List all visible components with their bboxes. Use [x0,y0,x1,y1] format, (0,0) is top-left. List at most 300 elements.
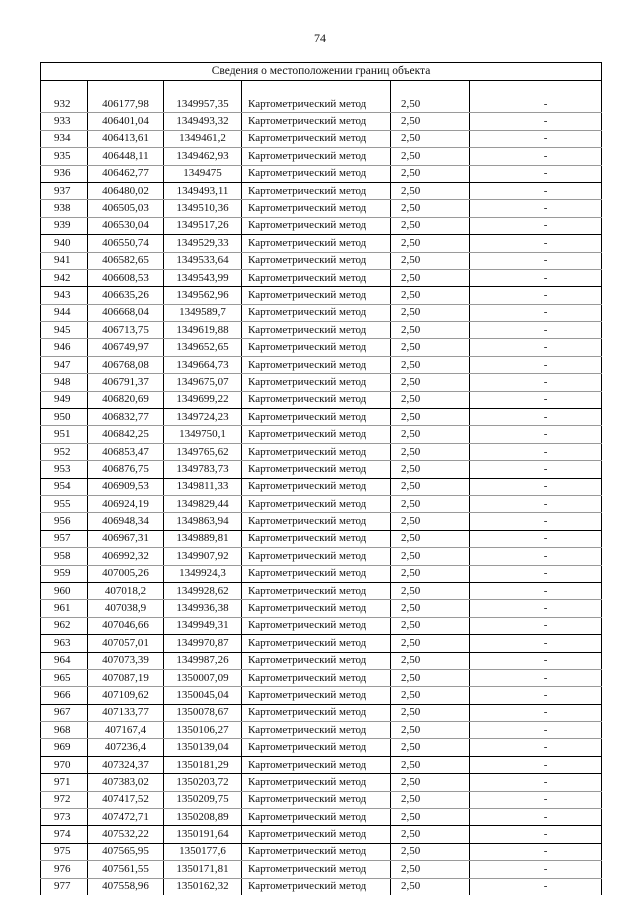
table-row [41,722,602,739]
x-coordinate: 407046,66 [88,617,164,634]
point-number: 958 [41,548,88,565]
method: Картометрический метод [242,304,391,321]
method: Картометрический метод [242,269,391,286]
point-number: 951 [41,426,88,443]
y-coordinate: 1349987,26 [164,652,242,669]
point-number: 949 [41,391,88,408]
y-coordinate: 1349543,99 [164,269,242,286]
point-number: 953 [41,461,88,478]
extra-value: - [470,774,602,791]
table-row [41,687,602,704]
y-coordinate: 1350078,67 [164,704,242,721]
y-coordinate: 1350045,04 [164,687,242,704]
table-row [41,182,602,199]
table-row [41,409,602,426]
x-coordinate: 407324,37 [88,756,164,773]
method: Картометрический метод [242,756,391,773]
extra-value: - [470,235,602,252]
method: Картометрический метод [242,426,391,443]
method: Картометрический метод [242,461,391,478]
x-coordinate: 406401,04 [88,113,164,130]
extra-value: - [470,652,602,669]
accuracy: 2,50 [391,113,470,130]
point-number: 944 [41,304,88,321]
method: Картометрический метод [242,182,391,199]
method: Картометрический метод [242,565,391,582]
accuracy: 2,50 [391,374,470,391]
point-number: 976 [41,861,88,878]
x-coordinate: 407532,22 [88,826,164,843]
table-row [41,148,602,165]
y-coordinate: 1350139,04 [164,739,242,756]
point-number: 941 [41,252,88,269]
x-coordinate: 406876,75 [88,461,164,478]
method: Картометрический метод [242,548,391,565]
table-row [41,600,602,617]
point-number: 961 [41,600,88,617]
point-number: 977 [41,878,88,895]
accuracy: 2,50 [391,687,470,704]
x-coordinate: 407038,9 [88,600,164,617]
point-number: 965 [41,669,88,686]
accuracy: 2,50 [391,200,470,217]
point-number: 954 [41,478,88,495]
accuracy: 2,50 [391,235,470,252]
x-coordinate: 406608,53 [88,269,164,286]
method: Картометрический метод [242,809,391,826]
accuracy: 2,50 [391,530,470,547]
extra-value: - [470,739,602,756]
method: Картометрический метод [242,200,391,217]
x-coordinate: 406413,61 [88,130,164,147]
extra-value: - [470,809,602,826]
accuracy: 2,50 [391,269,470,286]
point-number: 966 [41,687,88,704]
table-row [41,878,602,895]
extra-value: - [470,635,602,652]
method: Картометрический метод [242,739,391,756]
point-number: 948 [41,374,88,391]
extra-value: - [470,687,602,704]
point-number: 969 [41,739,88,756]
y-coordinate: 1350203,72 [164,774,242,791]
y-coordinate: 1349957,35 [164,96,242,113]
y-coordinate: 1350208,89 [164,809,242,826]
accuracy: 2,50 [391,96,470,113]
extra-value: - [470,426,602,443]
table-row [41,548,602,565]
extra-value: - [470,217,602,234]
table-row [41,669,602,686]
extra-value: - [470,791,602,808]
method: Картометрический метод [242,322,391,339]
y-coordinate: 1349936,38 [164,600,242,617]
point-number: 973 [41,809,88,826]
point-number: 934 [41,130,88,147]
method: Картометрический метод [242,391,391,408]
extra-value: - [470,600,602,617]
table-row [41,339,602,356]
accuracy: 2,50 [391,565,470,582]
point-number: 968 [41,722,88,739]
extra-value: - [470,391,602,408]
method: Картометрический метод [242,374,391,391]
accuracy: 2,50 [391,878,470,895]
method: Картометрический метод [242,252,391,269]
table-spacer-row [41,81,602,97]
point-number: 935 [41,148,88,165]
y-coordinate: 1349675,07 [164,374,242,391]
table-body [41,81,602,895]
x-coordinate: 406749,97 [88,339,164,356]
table-row [41,791,602,808]
accuracy: 2,50 [391,339,470,356]
x-coordinate: 407057,01 [88,635,164,652]
x-coordinate: 406853,47 [88,443,164,460]
extra-value: - [470,843,602,860]
table-row [41,826,602,843]
y-coordinate: 1349970,87 [164,635,242,652]
extra-value: - [470,182,602,199]
table-row [41,391,602,408]
x-coordinate: 407417,52 [88,791,164,808]
accuracy: 2,50 [391,843,470,860]
accuracy: 2,50 [391,252,470,269]
accuracy: 2,50 [391,617,470,634]
extra-value: - [470,252,602,269]
method: Картометрический метод [242,582,391,599]
point-number: 964 [41,652,88,669]
x-coordinate: 406448,11 [88,148,164,165]
extra-value: - [470,356,602,373]
table-row [41,304,602,321]
boundary-table-container [40,62,601,895]
x-coordinate: 406550,74 [88,235,164,252]
point-number: 933 [41,113,88,130]
point-number: 957 [41,530,88,547]
table-row [41,165,602,182]
accuracy: 2,50 [391,356,470,373]
extra-value: - [470,269,602,286]
y-coordinate: 1349907,92 [164,548,242,565]
table-row [41,443,602,460]
accuracy: 2,50 [391,652,470,669]
y-coordinate: 1349510,36 [164,200,242,217]
accuracy: 2,50 [391,669,470,686]
table-row [41,217,602,234]
method: Картометрический метод [242,635,391,652]
method: Картометрический метод [242,843,391,860]
x-coordinate: 406992,32 [88,548,164,565]
point-number: 975 [41,843,88,860]
y-coordinate: 1350181,29 [164,756,242,773]
x-coordinate: 406635,26 [88,287,164,304]
method: Картометрический метод [242,687,391,704]
table-row [41,565,602,582]
point-number: 955 [41,495,88,512]
method: Картометрический метод [242,774,391,791]
y-coordinate: 1350106,27 [164,722,242,739]
table-row [41,704,602,721]
accuracy: 2,50 [391,861,470,878]
x-coordinate: 407133,77 [88,704,164,721]
table-row [41,756,602,773]
accuracy: 2,50 [391,391,470,408]
method: Картометрический метод [242,339,391,356]
method: Картометрический метод [242,478,391,495]
extra-value: - [470,756,602,773]
extra-value: - [470,530,602,547]
table-row [41,269,602,286]
accuracy: 2,50 [391,478,470,495]
extra-value: - [470,513,602,530]
x-coordinate: 406948,34 [88,513,164,530]
method: Картометрический метод [242,826,391,843]
method: Картометрический метод [242,722,391,739]
point-number: 950 [41,409,88,426]
y-coordinate: 1349462,93 [164,148,242,165]
extra-value: - [470,322,602,339]
extra-value: - [470,582,602,599]
extra-value: - [470,704,602,721]
x-coordinate: 407018,2 [88,582,164,599]
point-number: 932 [41,96,88,113]
accuracy: 2,50 [391,809,470,826]
y-coordinate: 1350191,64 [164,826,242,843]
point-number: 956 [41,513,88,530]
method: Картометрический метод [242,704,391,721]
table-row [41,113,602,130]
y-coordinate: 1350177,6 [164,843,242,860]
method: Картометрический метод [242,669,391,686]
point-number: 940 [41,235,88,252]
x-coordinate: 407236,4 [88,739,164,756]
y-coordinate: 1349517,26 [164,217,242,234]
y-coordinate: 1349765,62 [164,443,242,460]
extra-value: - [470,548,602,565]
accuracy: 2,50 [391,182,470,199]
x-coordinate: 407073,39 [88,652,164,669]
y-coordinate: 1350171,81 [164,861,242,878]
method: Картометрический метод [242,113,391,130]
accuracy: 2,50 [391,426,470,443]
extra-value: - [470,148,602,165]
extra-value: - [470,200,602,217]
extra-value: - [470,878,602,895]
extra-value: - [470,722,602,739]
accuracy: 2,50 [391,774,470,791]
x-coordinate: 407383,02 [88,774,164,791]
extra-value: - [470,861,602,878]
x-coordinate: 406582,65 [88,252,164,269]
extra-value: - [470,339,602,356]
x-coordinate: 406967,31 [88,530,164,547]
method: Картометрический метод [242,130,391,147]
x-coordinate: 407167,4 [88,722,164,739]
table-title: Сведения о местоположении границ объекта [41,63,602,81]
accuracy: 2,50 [391,756,470,773]
x-coordinate: 406842,25 [88,426,164,443]
extra-value: - [470,409,602,426]
point-number: 959 [41,565,88,582]
table-row [41,235,602,252]
table-row [41,582,602,599]
extra-value: - [470,374,602,391]
extra-value: - [470,617,602,634]
method: Картометрический метод [242,96,391,113]
y-coordinate: 1349664,73 [164,356,242,373]
y-coordinate: 1349889,81 [164,530,242,547]
method: Картометрический метод [242,513,391,530]
accuracy: 2,50 [391,513,470,530]
accuracy: 2,50 [391,548,470,565]
point-number: 938 [41,200,88,217]
table-row [41,130,602,147]
table-row [41,513,602,530]
y-coordinate: 1349562,96 [164,287,242,304]
accuracy: 2,50 [391,148,470,165]
y-coordinate: 1349529,33 [164,235,242,252]
method: Картометрический метод [242,530,391,547]
x-coordinate: 406832,77 [88,409,164,426]
accuracy: 2,50 [391,322,470,339]
table-row [41,96,602,113]
y-coordinate: 1349619,88 [164,322,242,339]
x-coordinate: 407472,71 [88,809,164,826]
accuracy: 2,50 [391,635,470,652]
page-number: 74 [314,31,326,45]
x-coordinate: 407109,62 [88,687,164,704]
point-number: 972 [41,791,88,808]
accuracy: 2,50 [391,304,470,321]
extra-value: - [470,96,602,113]
y-coordinate: 1349811,33 [164,478,242,495]
extra-value: - [470,461,602,478]
table-row [41,739,602,756]
x-coordinate: 407561,55 [88,861,164,878]
table-row [41,461,602,478]
x-coordinate: 406177,98 [88,96,164,113]
accuracy: 2,50 [391,130,470,147]
y-coordinate: 1349533,64 [164,252,242,269]
table-row [41,287,602,304]
table-row [41,322,602,339]
table-row [41,252,602,269]
y-coordinate: 1349724,23 [164,409,242,426]
method: Картометрический метод [242,495,391,512]
method: Картометрический метод [242,165,391,182]
method: Картометрический метод [242,443,391,460]
extra-value: - [470,495,602,512]
point-number: 971 [41,774,88,791]
x-coordinate: 406505,03 [88,200,164,217]
method: Картометрический метод [242,791,391,808]
extra-value: - [470,304,602,321]
point-number: 947 [41,356,88,373]
method: Картометрический метод [242,600,391,617]
accuracy: 2,50 [391,600,470,617]
point-number: 967 [41,704,88,721]
method: Картометрический метод [242,652,391,669]
method: Картометрический метод [242,356,391,373]
x-coordinate: 406768,08 [88,356,164,373]
point-number: 936 [41,165,88,182]
extra-value: - [470,113,602,130]
accuracy: 2,50 [391,739,470,756]
accuracy: 2,50 [391,165,470,182]
point-number: 960 [41,582,88,599]
table-row [41,652,602,669]
table-row [41,530,602,547]
x-coordinate: 407565,95 [88,843,164,860]
extra-value: - [470,443,602,460]
accuracy: 2,50 [391,826,470,843]
x-coordinate: 407558,96 [88,878,164,895]
table-row [41,617,602,634]
x-coordinate: 407005,26 [88,565,164,582]
point-number: 952 [41,443,88,460]
point-number: 974 [41,826,88,843]
y-coordinate: 1350007,09 [164,669,242,686]
point-number: 963 [41,635,88,652]
point-number: 939 [41,217,88,234]
point-number: 970 [41,756,88,773]
y-coordinate: 1349589,7 [164,304,242,321]
method: Картометрический метод [242,287,391,304]
x-coordinate: 406909,53 [88,478,164,495]
accuracy: 2,50 [391,791,470,808]
y-coordinate: 1349652,65 [164,339,242,356]
accuracy: 2,50 [391,722,470,739]
x-coordinate: 406462,77 [88,165,164,182]
x-coordinate: 406791,37 [88,374,164,391]
method: Картометрический метод [242,148,391,165]
accuracy: 2,50 [391,461,470,478]
accuracy: 2,50 [391,409,470,426]
x-coordinate: 406820,69 [88,391,164,408]
point-number: 937 [41,182,88,199]
table-row [41,478,602,495]
method: Картометрический метод [242,617,391,634]
x-coordinate: 406480,02 [88,182,164,199]
y-coordinate: 1349949,31 [164,617,242,634]
y-coordinate: 1349783,73 [164,461,242,478]
boundary-coordinates-table [40,62,602,895]
table-row [41,495,602,512]
table-row [41,426,602,443]
y-coordinate: 1349461,2 [164,130,242,147]
accuracy: 2,50 [391,704,470,721]
table-row [41,843,602,860]
method: Картометрический метод [242,235,391,252]
y-coordinate: 1350209,75 [164,791,242,808]
extra-value: - [470,165,602,182]
y-coordinate: 1350162,32 [164,878,242,895]
method: Картометрический метод [242,217,391,234]
y-coordinate: 1349863,94 [164,513,242,530]
extra-value: - [470,130,602,147]
table-row [41,635,602,652]
extra-value: - [470,287,602,304]
table-row [41,356,602,373]
y-coordinate: 1349750,1 [164,426,242,443]
y-coordinate: 1349475 [164,165,242,182]
table-row [41,374,602,391]
y-coordinate: 1349928,62 [164,582,242,599]
accuracy: 2,50 [391,217,470,234]
y-coordinate: 1349829,44 [164,495,242,512]
accuracy: 2,50 [391,495,470,512]
